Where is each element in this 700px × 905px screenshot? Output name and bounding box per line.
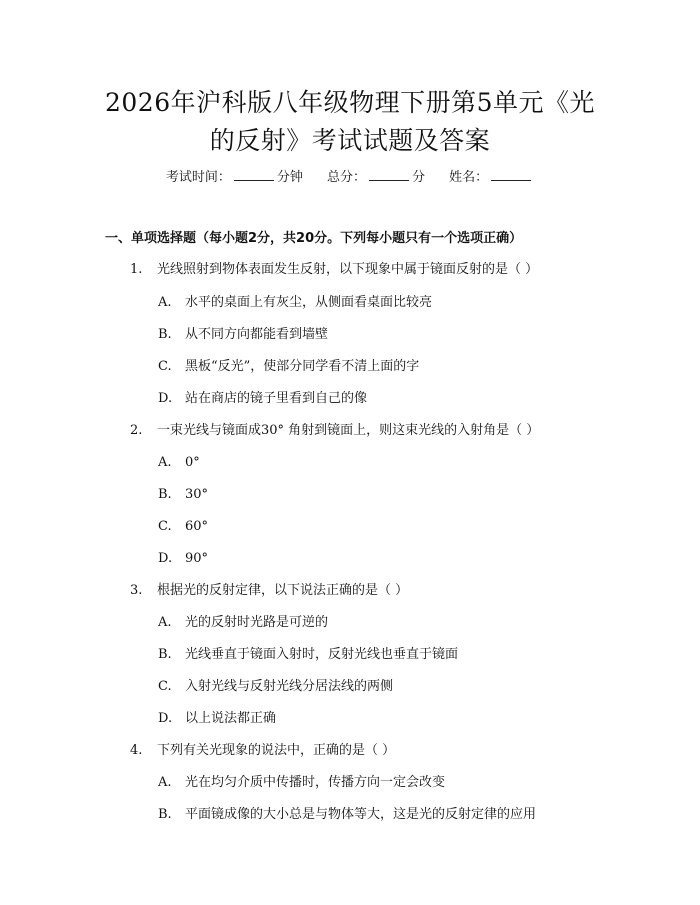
student-name-field [449,168,534,187]
question-2-option-d [158,550,208,568]
option-letter: B. [158,327,172,342]
option-text: 光的反射时光路是可逆的 [185,615,329,630]
question-3-option-c [158,678,393,696]
question-2-option-a [158,454,200,472]
option-letter: D. [158,551,173,566]
option-letter: C. [158,519,172,534]
exam-time-label: 考试时间： [165,170,231,185]
option-text: 光在均匀介质中传播时，传播方向一定会改变 [185,775,446,790]
option-text: 30° [185,487,209,502]
question-4-option-a [158,774,445,792]
question-number: 3. [130,583,143,598]
student-name-label: 姓名： [449,170,489,185]
question-2 [130,422,539,440]
option-text: 90° [185,551,209,566]
question-number: 4. [130,743,143,758]
total-score-unit: 分 [412,170,426,185]
total-score-label: 总分： [326,170,366,185]
question-1-option-a [158,294,432,312]
question-4-option-b [158,806,536,824]
student-name-blank [491,168,531,181]
option-text: 0° [185,455,200,470]
option-letter: B. [158,807,172,822]
question-1 [130,261,538,279]
section-heading: 一、单项选择题（每小题2分，共20分。下列每小题只有一个选项正确） [105,231,523,246]
question-3-option-a [158,614,328,632]
option-letter: A. [158,775,172,790]
option-text: 站在商店的镜子里看到自己的像 [185,391,368,406]
option-letter: A. [158,455,172,470]
option-letter: C. [158,679,172,694]
question-text: 光线照射到物体表面发生反射，以下现象中属于镜面反射的是（ ） [157,262,539,277]
document-title-line-1: 2026年沪科版八年级物理下册第5单元《光 [104,88,596,117]
question-1-option-d [158,390,367,408]
question-3-option-d [158,710,276,728]
question-4 [130,742,395,760]
exam-time-blank [234,168,274,181]
option-text: 水平的桌面上有灰尘，从侧面看桌面比较亮 [185,295,433,310]
option-text: 以上说法都正确 [185,711,277,726]
option-text: 入射光线与反射光线分居法线的两侧 [185,679,394,694]
question-1-option-b [158,326,328,344]
exam-info-line [0,168,700,187]
option-letter: A. [158,615,172,630]
exam-time-unit: 分钟 [276,170,303,185]
option-text: 60° [185,519,209,534]
question-1-option-c [158,358,419,376]
question-number: 2. [130,423,143,438]
total-score-blank [369,168,409,181]
option-letter: C. [158,359,172,374]
option-letter: A. [158,295,172,310]
option-text: 从不同方向都能看到墙壁 [185,327,329,342]
question-text: 根据光的反射定律，以下说法正确的是（ ） [157,583,409,598]
question-2-option-c [158,518,208,536]
question-2-option-b [158,486,208,504]
question-3-option-b [158,646,458,664]
document-title-line-2: 的反射》考试试题及答案 [209,126,491,155]
question-text: 一束光线与镜面成30° 角射到镜面上，则这束光线的入射角是（ ） [157,423,540,438]
option-letter: D. [158,391,173,406]
exam-time-field [166,168,303,187]
question-text: 下列有关光现象的说法中，正确的是（ ） [157,743,396,758]
option-letter: D. [158,711,173,726]
option-letter: B. [158,647,172,662]
option-text: 平面镜成像的大小总是与物体等大，这是光的反射定律的应用 [185,807,537,822]
option-letter: B. [158,487,172,502]
question-3 [130,582,408,600]
option-text: 黑板“反光”，使部分同学看不清上面的字 [185,359,420,374]
question-number: 1. [130,262,143,277]
total-score-field [327,168,425,187]
option-text: 光线垂直于镜面入射时，反射光线也垂直于镜面 [185,647,459,662]
